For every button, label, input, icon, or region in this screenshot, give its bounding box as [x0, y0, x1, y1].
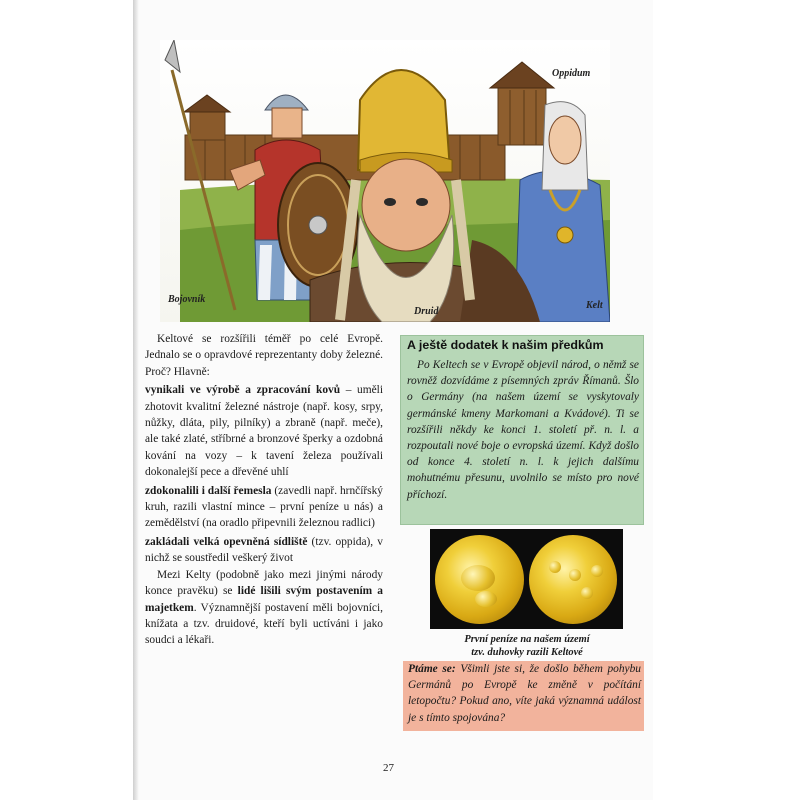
page-number: 27 — [383, 762, 394, 774]
question-body: Všimli jste si, že došlo během pohybu Germánů po Evropě ke změně v počítání letopočtu? Pokud ano, víte jaká významná událost je s tímto spojována? — [408, 663, 641, 724]
closing-paragraph — [145, 567, 383, 649]
list-item-metals — [145, 382, 383, 480]
germans-sidebar-box — [400, 335, 644, 525]
list-item-settlements — [145, 534, 383, 567]
question-text — [408, 661, 641, 726]
coin-right-image — [529, 535, 617, 624]
list-item-crafts-bold: zdokonalili i další řemesla — [145, 484, 272, 497]
germans-sidebar-text: Po Keltech se v Evropě objevil národ, o němž se rovněž dozvídáme z písemných zpráv Římanů. Šlo o Germány (na našem území se vyskytovaly germánské kmeny Markomani a Kvádové). Ti se rozšířili někdy ke konci 1. století př. n. l. a rozpoutali nové boje o evropská území. Když došlo od konce 4. století n. l. k jejich dalšímu mohutnému přesunu, uvolnilo se místo pro nové příchozí. — [407, 359, 639, 501]
coins-photo — [430, 529, 623, 629]
label-kelt: Kelt — [586, 300, 603, 311]
closing-post: . Významnější postavení měli bojovníci, knížata a tzv. druidové, kteří byli uctíváni i jako soudci a lékaři. — [145, 601, 383, 647]
main-text-column — [145, 331, 383, 649]
closing-bold: lidé lišili svým postavením a majetkem — [145, 585, 383, 614]
list-item-crafts-text: (zavedli např. hrnčířský kruh, razili vlastní mince – první peníze u nás) a zemědělství (na oradlo připevnili železnou radlici) — [145, 484, 383, 530]
question-lead: Ptáme se: — [408, 663, 456, 675]
coins-caption-line2: tzv. duhovky razili Keltové — [471, 647, 583, 658]
celts-illustration — [160, 40, 610, 322]
list-item-metals-text: – uměli zhotovit kvalitní železné nástroje (např. kosy, srpy, nůžky, dláta, pily, pilníky) a zbraně (např. meče), ale také zlaté, stříbrné a bronzové šperky a ozdobná kování na vozy – k tavení železa používali dokonalejší pece a dřevěné uhlí — [145, 384, 383, 479]
list-item-metals-bold: vynikali ve výrobě a zpracování kovů — [145, 384, 341, 397]
coins-caption-line1: První peníze na našem území — [464, 634, 590, 645]
closing-pre: Mezi Kelty (podobně jako mezi jinými národy konce pravěku) se — [145, 568, 383, 598]
germans-sidebar-heading: A ještě dodatek k našim předkům — [407, 338, 604, 352]
list-item-settlements-bold: zakládali velká opevněná sídliště — [145, 535, 308, 548]
list-item-settlements-text: (tzv. oppida), v nichž se soustředil veškerý život — [145, 535, 383, 565]
question-box — [403, 661, 644, 731]
list-item-crafts — [145, 483, 383, 532]
label-druid: Druid — [414, 306, 439, 317]
page-gutter — [133, 0, 139, 800]
celts-illustration-art — [160, 40, 610, 322]
intro-paragraph: Keltové se rozšířili téměř po celé Evropě. Jednalo se o opravdové reprezentanty doby železné. Proč? Hlavně: — [145, 333, 383, 378]
label-bojovnik: Bojovník — [168, 294, 206, 305]
coins-caption — [417, 633, 637, 659]
coin-left-image — [435, 535, 524, 624]
label-oppidum: Oppidum — [552, 68, 591, 79]
